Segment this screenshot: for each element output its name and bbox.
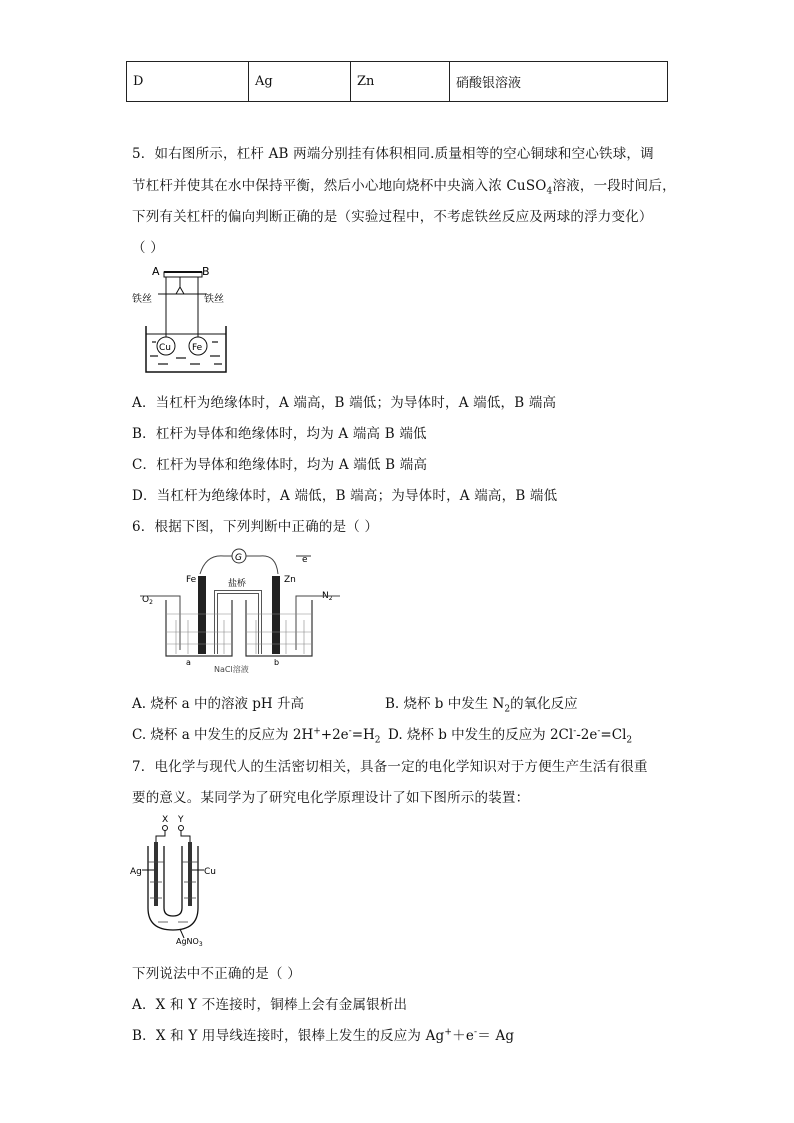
o2-label: $O_2$: [142, 595, 153, 606]
cu-electrode-label: Cu: [204, 867, 216, 877]
wire-right-label: 铁丝: [204, 294, 224, 305]
q5-stem-line2: 节杠杆并使其在水中保持平衡，然后小心地向烧杯中央滴入浓 CuSO$_4$溶液，一段时间后，: [132, 178, 676, 197]
nacl-label: NaCl溶液: [214, 665, 249, 674]
q7-option-a: A．X 和 Y 不连接时，铜棒上会有金属银析出: [132, 997, 408, 1013]
terminal-x-label: X: [162, 815, 169, 825]
q5-stem-line3: 下列有关杠杆的偏向判断正确的是（实验过程中，不考虑铁丝反应及两球的浮力变化）: [132, 209, 653, 225]
salt-bridge-label: 盐桥: [228, 579, 247, 589]
q6-option-b: B. 烧杯 b 中发生 $N_2$的氧化反应: [385, 696, 578, 715]
label-b: B: [202, 265, 210, 278]
table-cell: Ag: [249, 62, 351, 102]
table-cell: 硝酸银溶液: [450, 62, 668, 102]
zn-label: Zn: [284, 575, 296, 585]
q5-option-b: B．杠杆为导体和绝缘体时，均为 A 端高 B 端低: [132, 426, 427, 442]
lever-beaker-figure: [128, 262, 238, 380]
q6-option-d: D. 烧杯 b 中发生的反应为 $2Cl^--2e^-=Cl_2$: [388, 726, 633, 746]
electron-label: e: [302, 555, 308, 565]
beaker-b-label: b: [274, 658, 280, 667]
terminal-y-label: Y: [178, 815, 184, 825]
ag-electrode-label: Ag: [130, 867, 142, 877]
ball-cu-label: Cu: [159, 343, 171, 353]
q6-stem: 6．根据下图，下列判断中正确的是（ ）: [132, 519, 379, 535]
q5-option-c: C．杠杆为导体和绝缘体时，均为 A 端低 B 端高: [132, 457, 428, 473]
q7-option-b: B．X 和 Y 用导线连接时，银棒上发生的反应为 Ag+＋e-＝ Ag: [132, 1027, 515, 1044]
label-a: A: [152, 265, 160, 278]
table-cell: D: [127, 62, 249, 102]
answer-table: [126, 61, 668, 102]
table-cell: Zn: [351, 62, 450, 102]
q6-option-a: A. 烧杯 a 中的溶液 pH 升高: [132, 696, 304, 712]
q5-stem-line4: （ ）: [132, 240, 164, 256]
agno3-label: AgNO$_3$: [176, 937, 203, 946]
q5-option-d: D．当杠杆为绝缘体时，A 端低，B 端高；为导体时，A 端高，B 端低: [132, 488, 558, 504]
fe-label: Fe: [186, 575, 197, 585]
n2-label: $N_2$: [322, 591, 333, 602]
wire-left-label: 铁丝: [132, 294, 152, 305]
galvanic-cell-figure: [136, 544, 346, 674]
q7-question: 下列说法中不正确的是（ ）: [132, 966, 301, 982]
q5-option-a: A．当杠杆为绝缘体时，A 端高，B 端低；为导体时，A 端低，B 端高: [132, 395, 557, 411]
galvanometer-label: G: [235, 553, 242, 563]
q5-stem-line1: 5．如右图所示，杠杆 AB 两端分别挂有体积相同.质量相等的空心铜球和空心铁球，调: [132, 146, 654, 162]
table-row: [127, 62, 668, 102]
q7-stem-line2: 要的意义。某同学为了研究电化学原理设计了如下图所示的装置：: [132, 790, 530, 806]
ball-fe-label: Fe: [192, 343, 203, 353]
q6-option-c: C. 烧杯 a 中发生的反应为 $2H^++2e^-=H_2$: [132, 726, 381, 746]
q7-stem-line1: 7．电化学与现代人的生活密切相关，具备一定的电化学知识对于方便生产生活有很重: [132, 759, 648, 775]
u-tube-figure: [128, 812, 228, 946]
beaker-a-label: a: [186, 658, 191, 667]
